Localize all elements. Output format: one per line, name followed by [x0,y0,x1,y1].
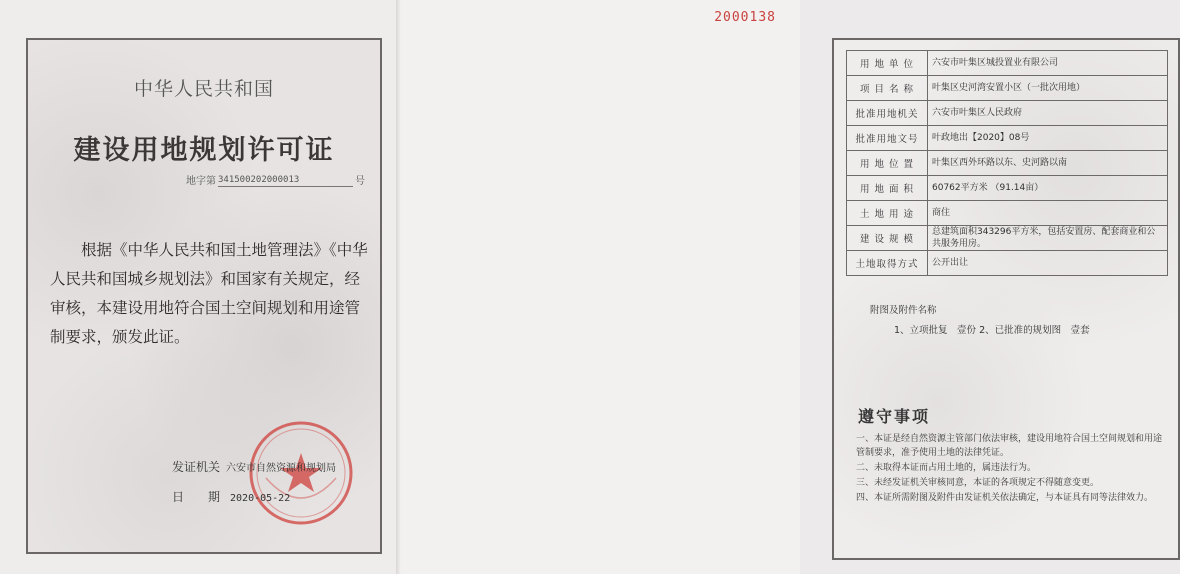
issuer-label: 发证机关 [172,460,221,474]
table-row [847,76,1168,101]
field-label: 用 地 面 积 [847,176,928,201]
certificate-details-panel [832,38,1180,560]
certificate-front-panel [26,38,382,554]
attachments-list: 1、立项批复 壹份 2、已批准的规划图 壹套 [894,325,1090,336]
table-row [847,201,1168,226]
notice-item: 三、未经发证机关审核同意，本证的各项规定不得随意变更。 [856,478,1100,488]
field-value: 商住 [928,201,1168,226]
cert-no-prefix: 地字第 [186,176,216,187]
field-value: 60762平方米 （91.14亩） [928,176,1168,201]
country-name: 中华人民共和国 [133,78,274,100]
table-row [847,251,1168,276]
certificate-body-text: 根据《中华人民共和国土地管理法》《中华人民共和国城乡规划法》和国家有关规定，经审核，本建设用地符合国土空间规划和用途管制要求，颁发此证。 [50,241,368,346]
notice-item: 二、未取得本证而占用土地的，属违法行为。 [856,463,1037,473]
field-label: 项 目 名 称 [847,76,928,101]
cert-no-suffix: 号 [355,176,365,187]
attachments-title: 附图及附件名称 [870,305,937,316]
field-label: 土地取得方式 [847,251,928,276]
notice-title: 遵守事项 [858,407,931,426]
table-row [847,151,1168,176]
date-value: 2020-05-22 [230,493,291,504]
right-page [402,0,1163,574]
issue-date [172,488,290,505]
certificate-title: 建设用地规划许可证 [73,135,335,166]
land-info-table [846,50,1168,276]
field-label: 用 地 单 位 [847,51,928,76]
certificate-number [186,172,365,187]
notice-item: 一、本证是经自然资源主管部门依法审核，建设用地符合国土空间规划和用途管制要求，准予使用土地的法律凭证。 [856,434,1163,458]
attachments-section [846,298,1168,408]
field-value: 六安市叶集区城投置业有限公司 [928,51,1168,76]
table-row [847,101,1168,126]
serial-number: 2000138 [714,10,776,25]
issuer [172,458,336,475]
issuer-value: 六安市自然资源和规划局 [226,463,337,474]
table-row [847,176,1168,201]
field-label: 批准用地文号 [847,126,928,151]
field-value: 叶集区史河湾安置小区（一批次用地） [928,76,1168,101]
field-value: 叶政地出【2020】08号 [928,126,1168,151]
field-label: 建 设 规 模 [847,226,928,251]
notice-item: 四、本证所需附图及附件由发证机关依法确定，与本证具有同等法律效力。 [856,493,1154,503]
field-label: 批准用地机关 [847,101,928,126]
field-value: 六安市叶集区人民政府 [928,101,1168,126]
field-value: 公开出让 [928,251,1168,276]
field-value: 总建筑面积343296平方米，包括安置房、配套商业和公共服务用房。 [928,226,1168,251]
table-row [847,226,1168,251]
table-row [847,51,1168,76]
field-label: 土 地 用 途 [847,201,928,226]
date-label: 日 期 [172,490,221,504]
left-page [0,0,400,574]
field-label: 用 地 位 置 [847,151,928,176]
cert-no-value: 341500202000013 [218,175,300,185]
table-row [847,126,1168,151]
notice-list [856,432,1166,506]
field-value: 叶集区西外环路以东、史河路以南 [928,151,1168,176]
